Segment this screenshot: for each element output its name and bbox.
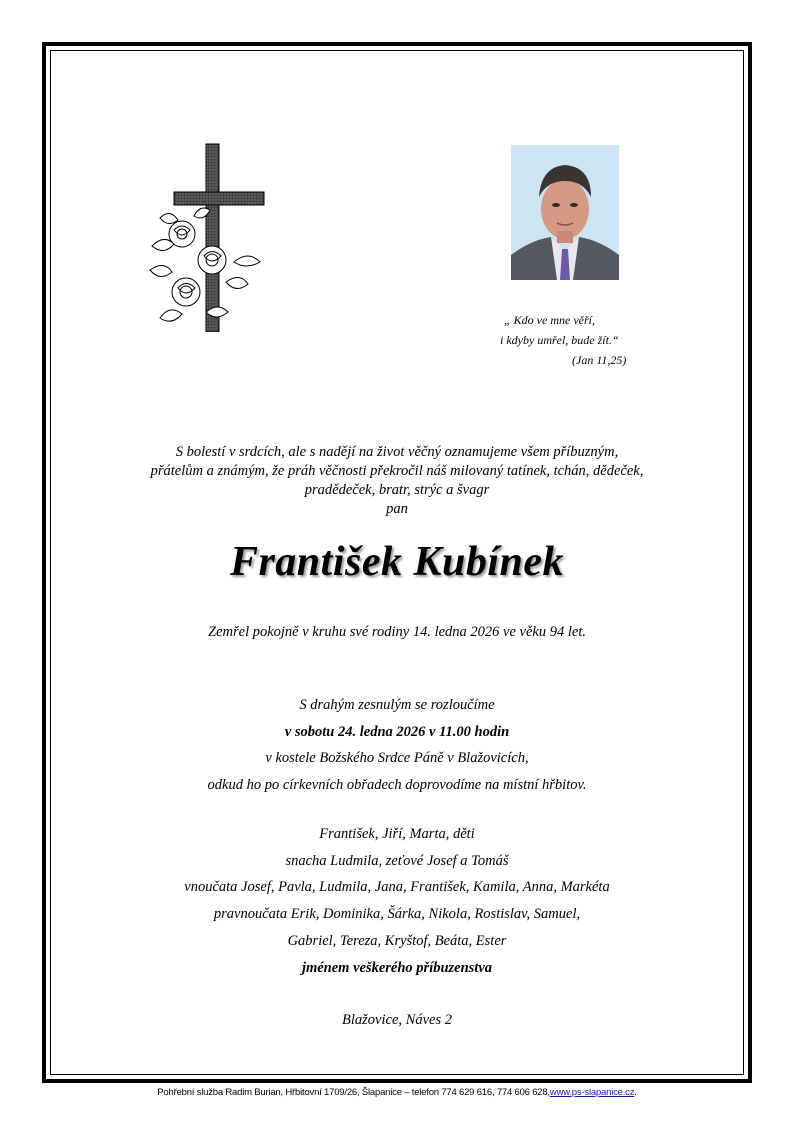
quote-line: i kdyby umřel, bude žít.“ bbox=[500, 333, 619, 347]
family-line: Gabriel, Tereza, Kryštof, Beáta, Ester bbox=[287, 932, 507, 949]
family-signature: jménem veškerého příbuzenstva bbox=[301, 959, 493, 976]
intro-line: pradědeček, bratr, strýc a švagr bbox=[304, 482, 490, 498]
footer bbox=[0, 1087, 794, 1098]
family-line: vnoučata Josef, Pavla, Ludmila, Jana, František, Kamila, Anna, Markéta bbox=[184, 879, 610, 896]
farewell-line: odkud ho po církevních obřadech doprovodíme na místní hřbitov. bbox=[207, 777, 587, 794]
portrait-icon bbox=[511, 145, 619, 280]
funeral-date: v sobotu 24. ledna 2026 v 11.00 hodin bbox=[284, 723, 510, 740]
deceased-name: František Kubínek bbox=[229, 539, 565, 585]
announcement-intro bbox=[60, 443, 734, 519]
family-line: pravnoučata Erik, Dominika, Šárka, Nikola, Rostislav, Samuel, bbox=[213, 906, 581, 923]
cross-with-roses-icon bbox=[146, 142, 268, 332]
portrait-photo bbox=[511, 145, 619, 280]
footer-text: Pohřební služba Radim Burian, Hřbitovní 1709/26, Šlapanice – telefon 774 629 616, 774 606 628, bbox=[157, 1087, 550, 1098]
footer-website-link[interactable]: www.ps-slapanice.cz bbox=[549, 1087, 635, 1098]
footer-trailing: . bbox=[634, 1087, 637, 1098]
quote-line: „ Kdo ve mne věří, bbox=[504, 313, 595, 327]
intro-line: S bolestí v srdcích, ale s nadějí na život věčný oznamujeme všem příbuzným, bbox=[175, 444, 619, 460]
quote-reference: (Jan 11,25) bbox=[572, 353, 627, 367]
address: Blažovice, Náves 2 bbox=[342, 1012, 452, 1028]
family-list bbox=[60, 821, 734, 981]
family-line: František, Jiří, Marta, děti bbox=[319, 826, 475, 842]
farewell-location: v kostele Božského Srdce Páně v Blažovicích, bbox=[265, 750, 529, 767]
intro-line: pan bbox=[386, 501, 408, 517]
farewell-details bbox=[60, 692, 734, 799]
bible-quote bbox=[500, 310, 660, 370]
intro-line: přátelům a známým, že práh věčnosti překročil náš milovaný tatínek, tchán, dědeček, bbox=[150, 463, 644, 479]
family-line: snacha Ludmila, zeťové Josef a Tomáš bbox=[285, 852, 509, 869]
farewell-line: S drahým zesnulým se rozloučíme bbox=[299, 697, 495, 713]
death-notice: Zemřel pokojně v kruhu své rodiny 14. ledna 2026 ve věku 94 let. bbox=[208, 624, 586, 640]
